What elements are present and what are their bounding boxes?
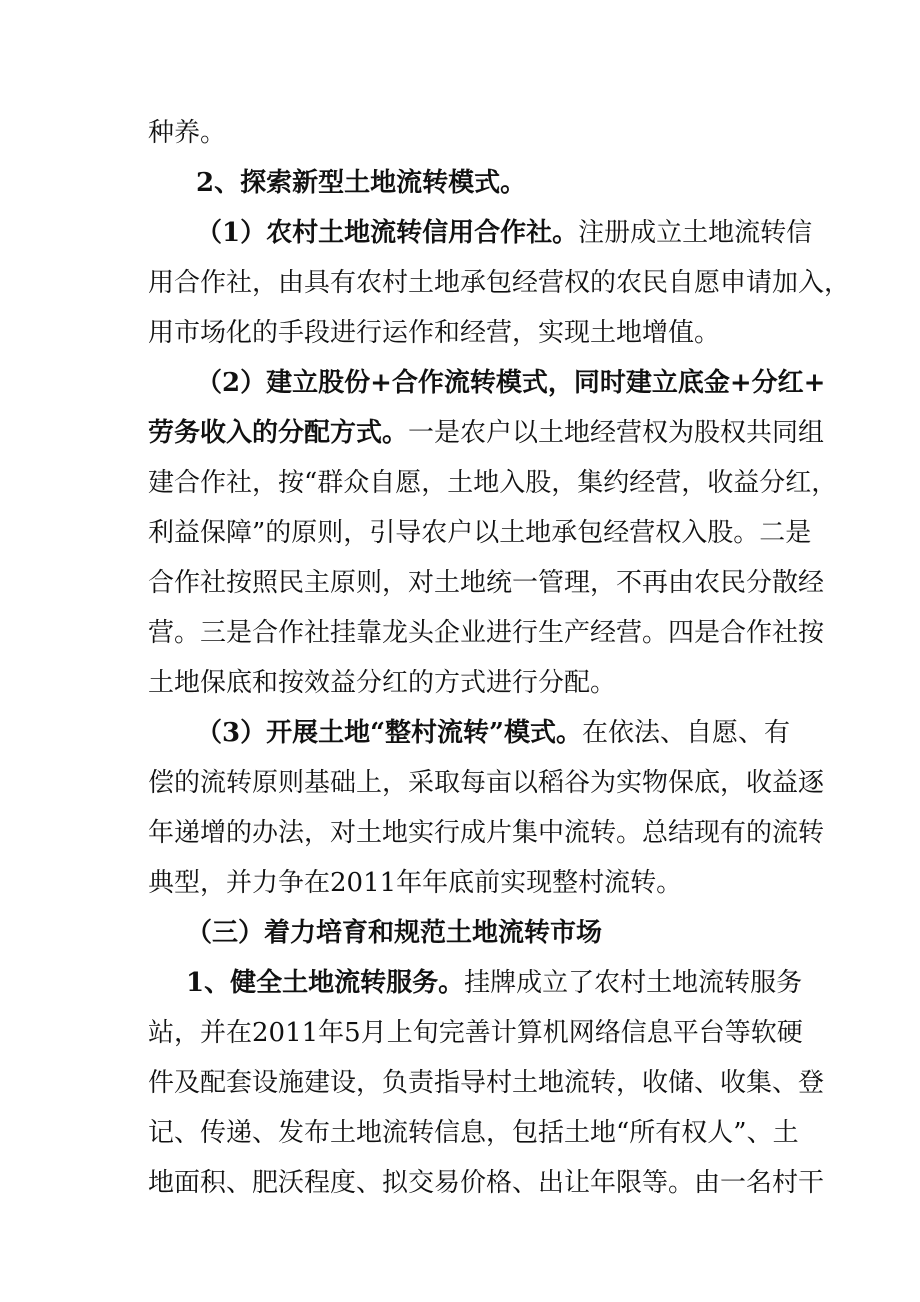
normal-run: 利益保障”的原则，引导农户以土地承包经营权入股。二是: [148, 518, 812, 548]
bold-run: （1）农村土地流转信用合作社。: [196, 218, 579, 248]
text-line: [148, 1068, 825, 1098]
paragraph-first-line: [196, 218, 813, 248]
normal-run: 土地保底和按效益分红的方式进行分配。: [148, 668, 617, 698]
normal-run: 典型，并力争在2011年年底前实现整村流转。: [148, 868, 683, 898]
normal-run: 年递增的办法，对土地实行成片集中流转。总结现有的流转: [148, 818, 825, 848]
normal-run: 用合作社，由具有农村土地承包经营权的农民自愿申请加入，: [148, 268, 851, 298]
text-line: [148, 318, 784, 348]
normal-run: 建合作社，按“群众自愿，土地入股，集约经营，收益分红，: [148, 468, 838, 498]
text-line: [148, 1118, 799, 1148]
bold-run: （三）着力培育和规范土地流转市场: [186, 918, 603, 948]
text-line: [148, 518, 812, 548]
normal-run: 站，并在2011年5月上旬完善计算机网络信息平台等软硬: [148, 1018, 803, 1048]
normal-run: 用市场化的手段进行运作和经营，实现土地增值。: [148, 318, 721, 348]
text-line: [148, 618, 825, 648]
text-line: [148, 1018, 803, 1048]
normal-run: 在依法、自愿、有: [582, 718, 791, 748]
normal-run: 合作社按照民主原则，对土地统一管理，不再由农民分散经: [148, 568, 825, 598]
normal-run: 件及配套设施建设，负责指导村土地流转，收储、收集、登: [148, 1068, 825, 1098]
normal-run: 偿的流转原则基础上，采取每亩以稻谷为实物保底，收益逐: [148, 768, 825, 798]
paragraph-first-line: [196, 718, 791, 748]
text-line: [148, 668, 784, 698]
normal-run: 注册成立土地流转信: [578, 218, 813, 248]
normal-run: 记、传递、发布土地流转信息，包括土地“所有权人”、土: [148, 1118, 799, 1148]
text-line: [148, 118, 784, 148]
section-heading: [196, 168, 784, 198]
normal-run: 挂牌成立了农村土地流转服务: [464, 968, 803, 998]
bold-run: （3）开展土地“整村流转”模式。: [196, 718, 583, 748]
text-line: [148, 268, 851, 298]
normal-run: 种养。: [148, 118, 227, 148]
text-line: [148, 568, 825, 598]
paragraph-first-line: [186, 968, 803, 998]
bold-run: （2）建立股份+合作流转模式，同时建立底金+分红+: [196, 368, 826, 398]
bold-run: 1、健全土地流转服务。: [186, 968, 465, 998]
normal-run: 地面积、肥沃程度、拟交易价格、出让年限等。由一名村干: [148, 1168, 825, 1198]
normal-run: 营。三是合作社挂靠龙头企业进行生产经营。四是合作社按: [148, 618, 825, 648]
text-line: [148, 768, 825, 798]
normal-run: 一是农户以土地经营权为股权共同组: [408, 418, 825, 448]
bold-run: 劳务收入的分配方式。: [148, 418, 409, 448]
paragraph-first-line: [196, 368, 826, 398]
text-line: [148, 468, 838, 498]
text-line: [148, 418, 825, 448]
section-heading: [186, 918, 784, 948]
text-line: [148, 818, 825, 848]
text-line: [148, 1168, 825, 1198]
text-line: [148, 868, 784, 898]
bold-run: 2、探索新型土地流转模式。: [196, 168, 527, 198]
